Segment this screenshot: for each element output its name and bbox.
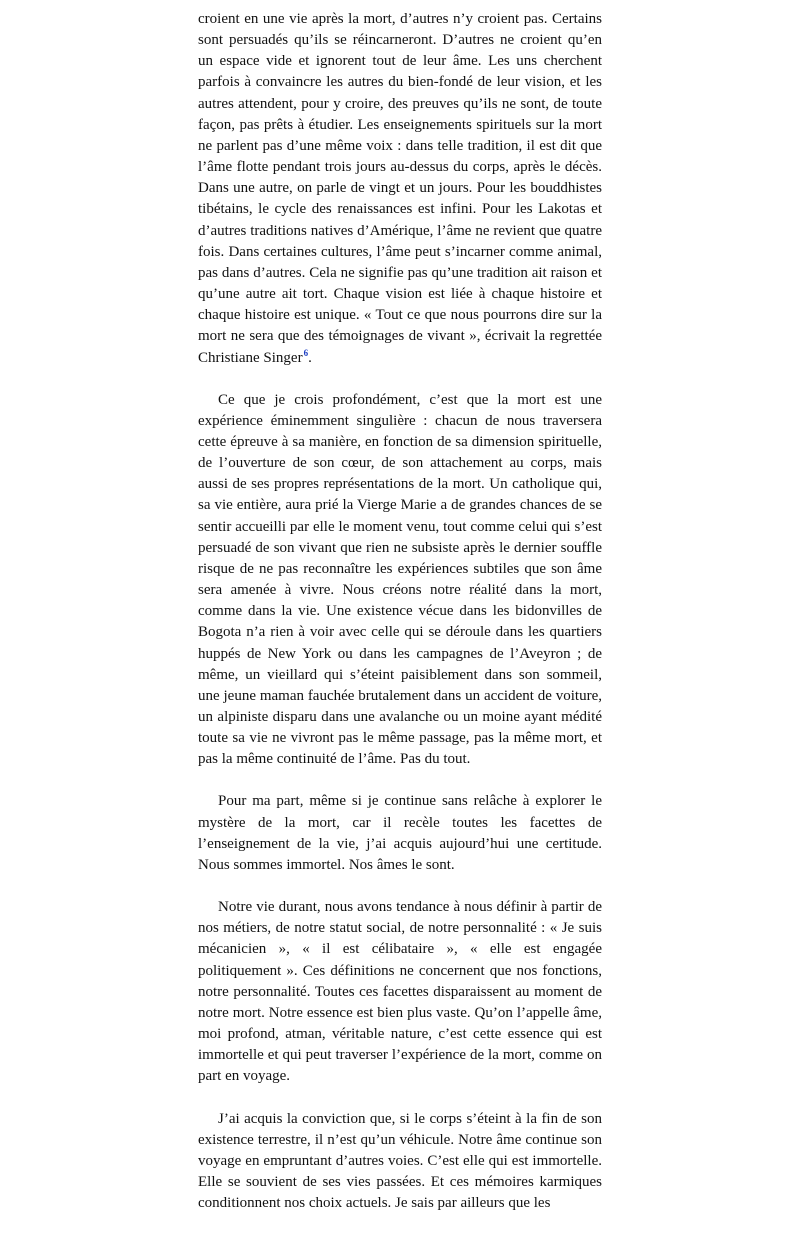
paragraph-2: Ce que je crois profondément, c’est que la mort est une expérience éminemment singulière : chacun de nous traversera cette épreuve à sa manière, en fonction de sa dimension spirituelle, de l’ouverture de son cœur, de son attachement au corps, mais aussi de ses propres représentations de la mort. Un catholique qui, sa vie entière, aura prié la Vierge Marie a de grandes chances de se sentir accueilli par elle le moment venu, tout comme celui qui s’est persuadé de son vivant que rien ne subsiste après le dernier souffle risque de ne pas reconnaître les expériences subtiles que son âme sera amenée à vivre. Nous créons notre réalité dans la mort, comme dans la vie. Une existence vécue dans les bidonvilles de Bogota n’a rien à voir avec celle qui se déroule dans les quartiers huppés de New York ou dans les campagnes de l’Aveyron ; de même, un vieillard qui s’éteint paisiblement dans son sommeil, une jeune maman fauchée brutalement dans un accident de voiture, un alpiniste disparu dans une avalanche ou un moine ayant médité toute sa vie ne vivront pas le même passage, pas la même mort, et pas la même continuité de l’âme. Pas du tout. (198, 391, 602, 768)
paragraph-1-tail: . (308, 349, 312, 366)
document-page (198, 9, 602, 1235)
paragraph-5: J’ai acquis la conviction que, si le corps s’éteint à la fin de son existence terrestre, il n’est qu’un véhicule. Notre âme continue son voyage en empruntant d’autres voies. C’est elle qui est immortelle. Elle se souvient de ses vies passées. Et ces mémoires karmiques conditionnent nos choix actuels. Je sais par ailleurs que les (198, 1110, 602, 1212)
paragraph-4: Notre vie durant, nous avons tendance à nous définir à partir de nos métiers, de notre statut social, de notre personnalité : « Je suis mécanicien », « il est célibataire », « elle est engagée politiquement ». Ces définitions ne concernent que nos fonctions, notre personnalité. Toutes ces facettes disparaissent au moment de notre mort. Notre essence est bien plus vaste. Qu’on l’appelle âme, moi profond, atman, véritable nature, c’est cette essence qui est immortelle et qui peut traverser l’expérience de la mort, comme on part en voyage. (198, 899, 602, 1085)
paragraph-3: Pour ma part, même si je continue sans relâche à explorer le mystère de la mort, car il recèle toutes les facettes de l’enseignement de la vie, j’ai acquis aujourd’hui une certitude. Nous sommes immortel. Nos âmes le sont. (198, 793, 602, 873)
paragraph-1-text: croient en une vie après la mort, d’autres n’y croient pas. Certains sont persuadés qu’ils se réincarneront. D’autres ne croient qu’en un espace vide et ignorent tout de leur âme. Les uns cherchent parfois à convaincre les autres du bien-fondé de leur vision, et les autres attendent, pour y croire, des preuves qu’ils ne sont, de toute façon, pas prêts à étudier. Les enseignements spirituels sur la mort ne parlent pas d’une même voix : dans telle tradition, il est dit que l’âme flotte pendant trois jours au-dessus du corps, après le décès. Dans une autre, on parle de vingt et un jours. Pour les bouddhistes tibétains, le cycle des renaissances est infini. Pour les Lakotas et d’autres traditions natives d’Amérique, l’âme ne revient que quatre fois. Dans certaines cultures, l’âme peut s’incarner comme animal, pas dans d’autres. Cela ne signifie pas qu’une tradition ait raison et qu’une autre ait tort. Chaque vision est liée à chaque histoire et chaque histoire est unique. « Tout ce que nous pourrons dire sur la mort ne sera que des témoignages de vivant », écrivait la regrettée Christiane Singer (198, 11, 602, 366)
paragraph-1: croient en une vie après la mort, d’autres n’y croient pas. Certains sont persuadés qu’ils se réincarneront. D’autres ne croient qu’en un espace vide et ignorent tout de leur âme. Les uns cherchent parfois à convaincre les autres du bien-fondé de leur vision, et les autres attendent, pour y croire, des preuves qu’ils ne sont, de toute façon, pas prêts à étudier. Les enseignements spirituels sur la mort ne parlent pas d’une même voix : dans telle tradition, il est dit que l’âme flotte pendant trois jours au-dessus du corps, après le décès. Dans une autre, on parle de vingt et un jours. Pour les bouddhistes tibétains, le cycle des renaissances est infini. Pour les Lakotas et d’autres traditions natives d’Amérique, l’âme ne revient que quatre fois. Dans certaines cultures, l’âme peut s’incarner comme animal, pas dans d’autres. Cela ne signifie pas qu’une tradition ait raison et qu’une autre ait tort. Chaque vision est liée à chaque histoire et chaque histoire est unique. « Tout ce que nous pourrons dire sur la mort ne sera que des témoignages de vivant », écrivait la regrettée Christiane Singer$^6$. (198, 11, 602, 366)
